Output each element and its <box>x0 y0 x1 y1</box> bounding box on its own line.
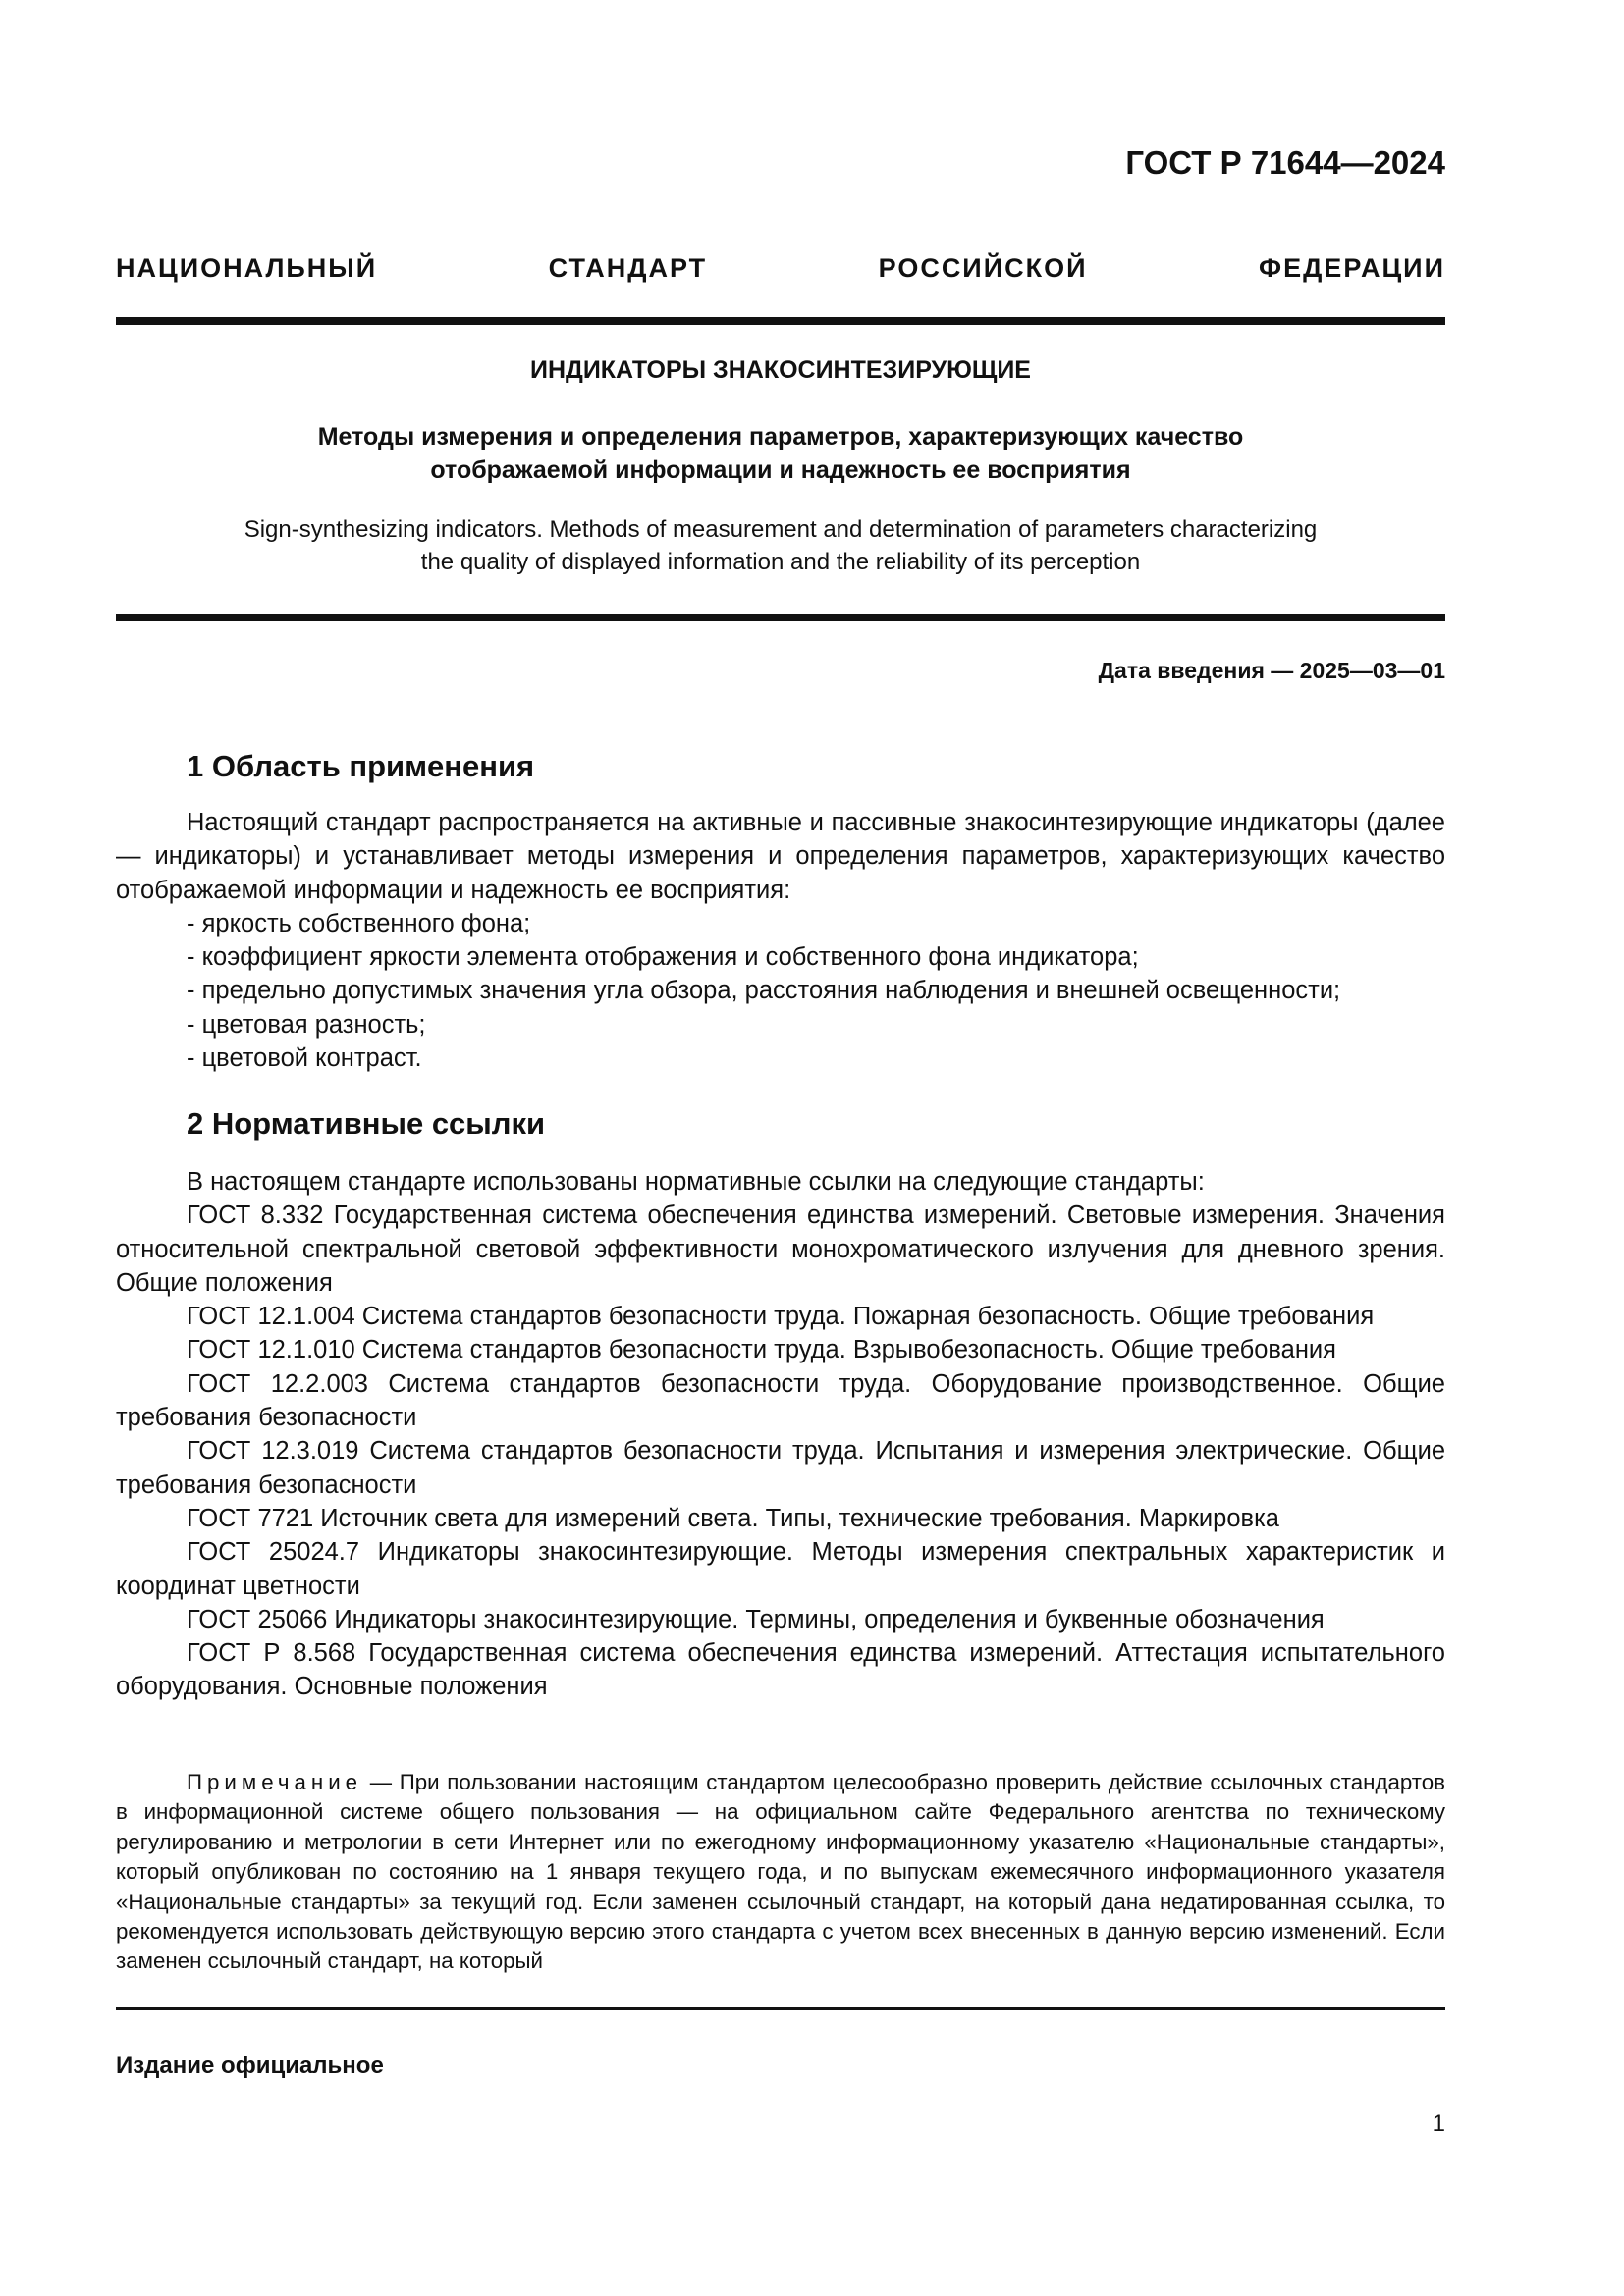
scope-item: - цветовой контраст. <box>187 1044 422 1073</box>
reference-item: ГОСТ 7721 Источник света для измерений света. Типы, технические требования. Маркировка <box>187 1504 1279 1532</box>
reference-item: ГОСТ 25066 Индикаторы знакосинтезирующие. Термины, определения и буквенные обозначения <box>187 1605 1325 1633</box>
reference-item: ГОСТ 12.2.003 Система стандартов безопасности труда. Оборудование производственное. Общие требования безопасности <box>116 1369 1445 1432</box>
document-subtitle <box>116 420 1445 487</box>
introduction-date: Дата введения — 2025—03—01 <box>1098 658 1445 683</box>
national-standard-line: НАЦИОНАЛЬНЫЙ СТАНДАРТ РОССИЙСКОЙ ФЕДЕРАЦИИ <box>116 253 1445 283</box>
top-divider <box>116 317 1445 325</box>
english-title-line-1: Sign-synthesizing indicators. Methods of measurement and determination of parameters characterizing <box>244 516 1318 543</box>
official-edition-label: Издание официальное <box>116 2053 384 2079</box>
reference-item: ГОСТ 12.1.004 Система стандартов безопасности труда. Пожарная безопасность. Общие требования <box>187 1303 1375 1331</box>
section-1-heading: 1 Область применения <box>187 749 535 783</box>
references-note <box>116 1768 1445 1977</box>
scope-item: - коэффициент яркости элемента отображения и собственного фона индикатора; <box>187 943 1139 972</box>
title-divider <box>116 614 1445 621</box>
reference-item: ГОСТ Р 8.568 Государственная система обеспечения единства измерений. Аттестация испытательного оборудования. Основные положения <box>116 1639 1445 1701</box>
subtitle-line-1: Методы измерения и определения параметров, характеризующих качество <box>317 423 1244 451</box>
standard-code: ГОСТ Р 71644—2024 <box>1125 144 1445 181</box>
footer-divider <box>116 2007 1445 2010</box>
reference-item: ГОСТ 12.3.019 Система стандартов безопасности труда. Испытания и измерения электрические. Общие требования безопасности <box>116 1437 1445 1499</box>
english-title-line-2: the quality of displayed information and the reliability of its perception <box>420 549 1141 575</box>
english-title <box>116 513 1445 578</box>
note-text: — При пользовании настоящим стандартом целесообразно проверить действие ссылочных стандартов в информационной системе общего пользования — на официальном сайте Федерального агентства по техническому регулированию и метрологии в сети Интернет или по ежегодному информационному указателю «Национальные стандарты», который опубликован по состоянию на 1 января текущего года, и по выпускам ежемесячного информационного указателя «Национальные стандарты» за текущий год. Если заменен ссылочный стандарт, на который дана недатированная ссылка, то рекомендуется использовать действующую версию этого стандарта с учетом всех внесенных в данную версию изменений. Если заменен ссылочный стандарт, на который <box>116 1770 1445 1974</box>
scope-item: - предельно допустимых значения угла обзора, расстояния наблюдения и внешней освещенности; <box>187 977 1341 1005</box>
page-number: 1 <box>1432 2110 1445 2137</box>
reference-item: ГОСТ 8.332 Государственная система обеспечения единства измерений. Световые измерения. Значения относительной спектральной световой эффективности монохроматического излучения для дневного зрения. Общие положения <box>116 1201 1445 1297</box>
section-2-body <box>116 1165 1445 1704</box>
reference-item: ГОСТ 25024.7 Индикаторы знакосинтезирующие. Методы измерения спектральных характеристик и координат цветности <box>116 1538 1445 1600</box>
reference-item: ГОСТ 12.1.010 Система стандартов безопасности труда. Взрывобезопасность. Общие требования <box>187 1336 1336 1364</box>
section-1-paragraph: Настоящий стандарт распространяется на активные и пассивные знакосинтезирующие индикаторы (далее — индикаторы) и устанавливает методы измерения и определения параметров, характеризующих качество отображаемой информации и надежность ее восприятия: <box>116 809 1445 904</box>
note-label: Примечание <box>187 1770 363 1794</box>
section-1-body <box>116 806 1445 1075</box>
scope-item: - яркость собственного фона; <box>187 909 531 937</box>
references-intro: В настоящем стандарте использованы нормативные ссылки на следующие стандарты: <box>187 1168 1205 1196</box>
document-title: ИНДИКАТОРЫ ЗНАКОСИНТЕЗИРУЮЩИЕ <box>530 356 1031 384</box>
section-2-heading: 2 Нормативные ссылки <box>187 1106 546 1141</box>
scope-item: - цветовая разность; <box>187 1010 426 1039</box>
subtitle-line-2: отображаемой информации и надежность ее восприятия <box>430 456 1131 484</box>
